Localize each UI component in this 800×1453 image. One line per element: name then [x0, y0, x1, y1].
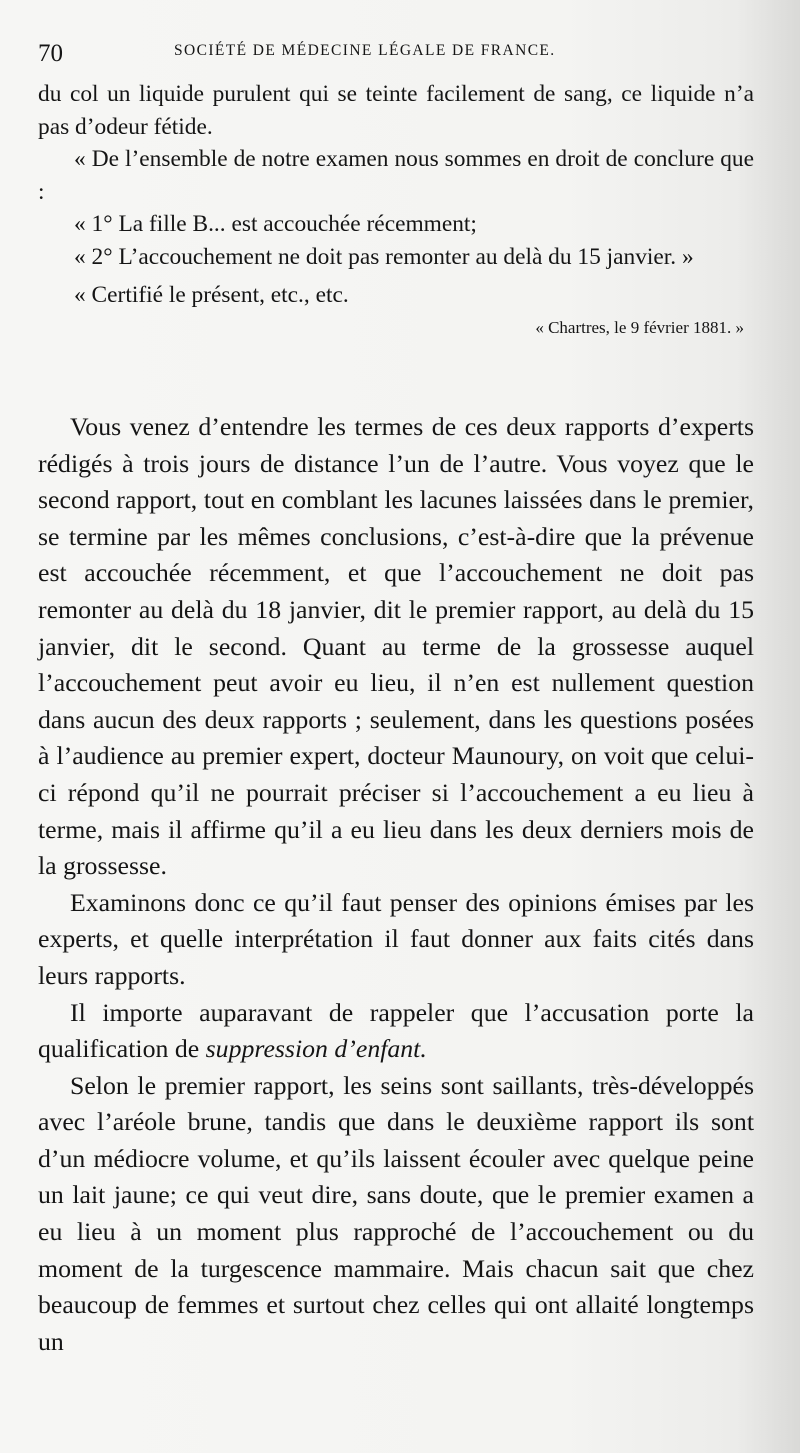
page-number: 70 — [38, 40, 63, 67]
quote-line: du col un liquide purulent qui se teinte facilement de sang, ce liquide n’a pas d’odeur fétide. — [38, 81, 754, 140]
body-paragraph-1: Vous venez d’entendre les termes de ces deux rapports d’experts rédigés à trois jours de distance l’un de l’autre. Vous voyez que le second rapport, tout en comblant les lacunes laissées dans le premier, se termine par les mêmes conclusions, c’est-à-dire que la prévenue est accouchée récemment, et que l’accouchement ne doit pas remonter au delà du 18 janvier, dit le premier rapport, au delà du 15 janvier, dit le second. Quant au terme de la grossesse auquel l’accouchement peut avoir eu lieu, il n’en est nullement question dans aucun des deux rapports ; seulement, dans les questions posées à l’audience au premier expert, docteur Maunoury, on voit que celui-ci répond qu’il ne pourrait préciser si l’accouchement a eu lieu à terme, mais il affirme qu’il a eu lieu dans les deux derniers mois de la grossesse. — [38, 412, 754, 881]
body-paragraph-4: Selon le premier rapport, les seins sont saillants, très-développés avec l’aréole brune, tandis que dans le deuxième rapport ils sont d’un médiocre volume, et qu’ils laissent écouler avec quelque peine un lait jaune; ce qui veut dire, sans doute, que le premier examen a eu lieu à un moment plus rapproché de l’accouchement ou du moment de la turgescence mammaire. Mais chacun sait que chez beaucoup de femmes et surtout chez celles qui ont allaité longtemps un — [38, 1070, 754, 1356]
signature-line: « Chartres, le 9 février 1881. » — [535, 317, 744, 337]
conclusion-item-2: « 2° L’accouchement ne doit pas remonter au delà du 15 janvier. » — [74, 243, 694, 270]
report-quote — [38, 78, 754, 344]
certification-line: « Certifié le présent, etc., etc. — [74, 282, 349, 308]
emphasis-text: suppression d’enfant. — [205, 1034, 427, 1064]
quote-paragraph: « De l’ensemble de notre examen nous sommes en droit de conclure que : — [38, 146, 754, 205]
body-paragraph-3-text: Il importe auparavant de rappeler que l’accusation porte la qualification de — [38, 997, 754, 1064]
main-text — [38, 409, 754, 1360]
body-paragraph-3 — [38, 995, 754, 1068]
page-header — [38, 36, 748, 66]
body-paragraph-2: Examinons donc ce qu’il faut penser des opinions émises par les experts, et quelle interprétation il faut donner aux faits cités dans leurs rapports. — [38, 887, 754, 990]
running-title: SOCIÉTÉ DE MÉDECINE LÉGALE DE FRANCE. — [174, 42, 556, 59]
conclusion-item-1: « 1° La fille B... est accouchée récemment; — [74, 211, 477, 237]
